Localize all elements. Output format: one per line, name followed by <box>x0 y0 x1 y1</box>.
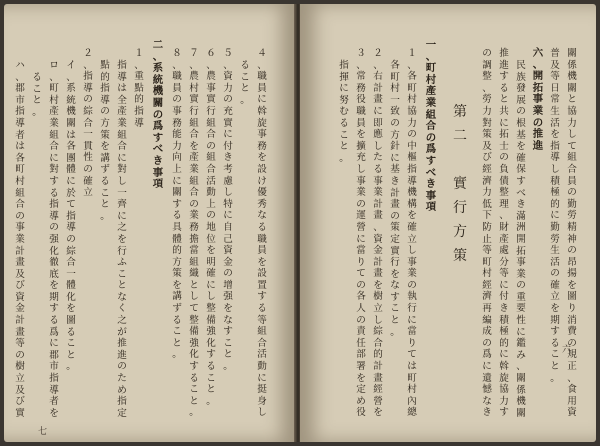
right-page-number: 六 <box>562 345 572 355</box>
left-page-number: 七 <box>38 427 48 437</box>
right-line-1: 普 及 等 日 常 生 活 を 指 導 し 積 極 的 に 勤 勞 生 活 の 確 立 を 期 す る こ と 。 <box>550 48 560 384</box>
left-line-9: 點 的 指 導 の 方 策 を 講 ず る こ と 。 <box>100 60 110 222</box>
chapter-title: 第 二 實 行 方 策 <box>453 104 467 264</box>
left-line-3: ６ 、 農 事 實 行 組 合 の 組 合 活 動 上 の 地 位 を 明 確 に し 整 備 強 化 す る こ と 。 <box>206 48 216 407</box>
right-line-0: 關 係 機 關 と 協 力 し て 組 合 員 の 勤 勞 精 神 の 昂 揚 を 圖 り 消 費 の 規 正 、 食 用 資 <box>567 48 577 419</box>
left-line-1: る こ と 。 <box>240 60 250 106</box>
left-line-0: ４ 、 職 員 に 斡 旋 事 務 を 設 け 優 秀 な る 職 員 を 設 置 す る 等 組 合 活 動 に 挺 身 し <box>257 48 267 419</box>
right-line-9: 各 町 村 一 致 の 方 針 に 基 き 計 畫 の 策 定 實 行 を な す こ と 。 <box>390 60 400 338</box>
right-section-heading: 一 、 町 村 產 業 組 合 の 爲 す べ き 事 項 <box>425 39 437 214</box>
left-line-5: ８ 、 職 員 の 事 務 能 力 向 上 に 關 す る 具 體 的 方 策 を 講 ず る こ と 。 <box>172 48 182 361</box>
left-line-12: ロ 、 町 村 產 業 組 合 に 對 す る 指 導 の 强 化 徹 底 を 期 す る 爲 に 郡 市 指 導 者 を <box>49 60 59 419</box>
left-line-7: １ 、 重 點 的 指 導 <box>134 48 144 129</box>
left-line-11: イ 、 系 統 機 關 は 各 團 體 に 於 て 指 導 の 綜 合 一 體 化 を 圖 る こ と 。 <box>66 60 76 373</box>
right-line-8: １ 、 各 町 村 協 力 の 中 樞 指 導 機 構 を 確 立 し 事 業 の 執 行 に 當 り て は 町 村 內 總 <box>407 48 417 419</box>
left-line-10: ２ 、 指 導 の 綜 合 一 貫 性 の 確 立 <box>83 48 93 199</box>
left-line-13: る こ と 。 <box>32 72 42 118</box>
right-page <box>300 4 596 442</box>
left-line-4: ７ 、 農 村 實 行 組 合 を 產 業 組 合 の 業 務 擔 當 組 織 と し て 整 備 強 化 す る こ と 。 <box>189 48 199 419</box>
right-line-4: 推 進 す る と 共 に 拓 士 の 負 債 整 理 、 財 產 處 分 等 に 付 き 積 極 的 に 斡 旋 協 力 す <box>499 48 509 419</box>
right-line-10: ２ 、 右 計 畫 に 即 應 し た る 事 業 計 畫 、 資 金 計 畫 を 樹 立 し 綜 合 的 計 畫 經 營 を <box>373 48 383 419</box>
right-line-11: ３ 、 常 務 役 職 員 を 擴 充 し 事 業 の 運 營 に 當 り て の 各 人 の 責 任 部 署 を 定 め 役 <box>356 48 366 419</box>
right-line-3: 民 族 發 展 の 根 基 を 確 保 す べ き 滿 洲 開 拓 事 業 の 重 要 性 に 鑑 み 、 關 係 機 關 <box>516 60 526 419</box>
left-line-2: ５ 、 資 力 の 充 實 に 付 き 考 慮 し 特 に 自 己 資 金 の 增 强 を な す こ と 。 <box>223 48 233 373</box>
right-line-5: の 調 整 、 勞 力 對 策 及 び 經 濟 力 低 下 防 止 等 町 村 經 濟 再 編 成 の 爲 に 遺 憾 な き <box>482 48 492 419</box>
left-line-8: 指 導 は 全 產 業 組 合 に 對 し 一 齊 に 之 を 行 ふ こ と な く 之 が 推 進 の た め 指 定 <box>117 60 127 419</box>
left-line-14: ハ 、 郡 市 指 導 者 は 各 町 村 組 合 の 事 業 計 畫 及 び 資 金 計 畫 等 の 樹 立 及 び 實 <box>15 60 25 419</box>
left-page <box>4 4 296 442</box>
right-line-12: 指 揮 に 努 む る こ と 。 <box>339 60 349 164</box>
left-section-heading: 二 、 系 統 機 關 の 爲 す べ き 事 項 <box>152 39 164 191</box>
right-line-2: 六 、 開 拓 事 業 の 推 進 <box>532 47 544 152</box>
